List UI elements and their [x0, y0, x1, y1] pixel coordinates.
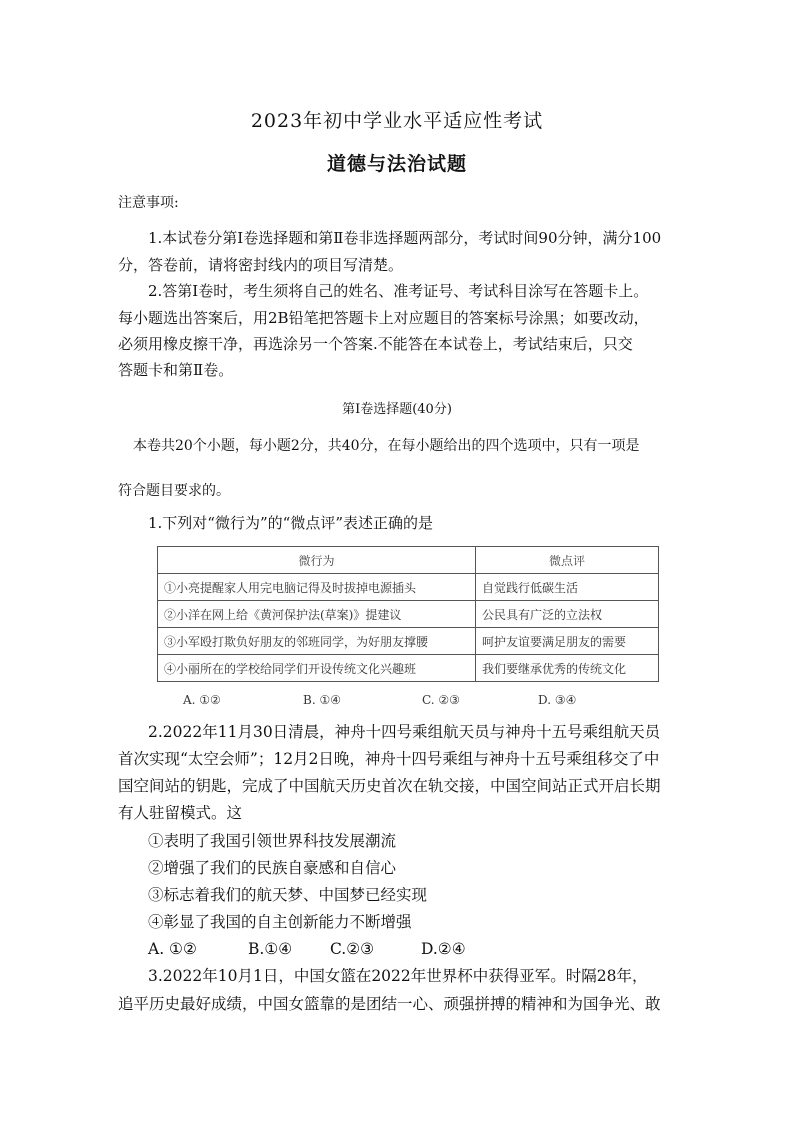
table-cell: ②小洋在网上给《黄河保护法(草案)》提建议: [158, 601, 476, 628]
q1-option-c: C. ②③: [422, 693, 460, 707]
table-row: [158, 574, 659, 601]
q2-option-c: C.②③: [330, 940, 375, 958]
exam-title: 2023年初中学业水平适应性考试: [250, 110, 544, 132]
table-header-row: [158, 547, 659, 574]
notice-item2-line2: 每小题选出答案后，用2B铅笔把答题卡上对应题目的答案标号涂黑；如要改动，: [118, 309, 649, 327]
q2-statement-1: ①表明了我国引领世界科技发展潮流: [148, 832, 397, 850]
table-row: [158, 655, 659, 682]
table-cell: ①小亮提醒家人用完电脑记得及时拔掉电源插头: [158, 574, 476, 601]
q2-line1: 2.2022年11月30日清晨，神舟十四号乘组航天员与神舟十五号乘组航天员: [148, 723, 661, 741]
notice-item1-line1: 1.本试卷分第Ⅰ卷选择题和第Ⅱ卷非选择题两部分，考试时间90分钟，满分100: [148, 229, 662, 247]
table-row: [158, 628, 659, 655]
q2-option-b: B.①④: [248, 940, 293, 958]
notice-item2-line4: 答题卡和第Ⅱ卷。: [118, 361, 234, 379]
q2-statement-3: ③标志着我们的航天梦、中国梦已经实现: [148, 886, 428, 904]
table-cell: 自觉践行低碳生活: [476, 574, 659, 601]
notice-item1-line2: 分，答卷前，请将密封线内的项目写清楚。: [118, 256, 404, 274]
q1-stem: 1.下列对“微行为”的“微点评”表述正确的是: [148, 514, 433, 532]
table-header: 微点评: [476, 547, 659, 574]
notice-item2-line1: 2.答第Ⅰ卷时，考生须将自己的姓名、准考证号、考试科目涂写在答题卡上。: [148, 282, 649, 300]
notice-label: 注意事项:: [118, 195, 179, 211]
q3-line2: 追平历史最好成绩，中国女篮靠的是团结一心、顽强拼搏的精神和为国争光、敢: [118, 995, 661, 1013]
q2-line3: 国空间站的钥匙，完成了中国航天历史首次在轨交接，中国空间站正式开启长期: [118, 777, 661, 795]
q1-option-d: D. ③④: [538, 693, 577, 707]
q2-statement-2: ②增强了我们的民族自豪感和自信心: [148, 859, 397, 877]
q2-option-d: D.②④: [421, 940, 466, 958]
q2-line2: 首次实现“太空会师”；12月2日晚，神舟十四号乘组与神舟十五号乘组移交了中: [118, 750, 660, 768]
table-header: 微行为: [158, 547, 476, 574]
table-cell: 我们要继承优秀的传统文化: [476, 655, 659, 682]
q2-line4: 有人驻留模式。这: [118, 804, 243, 822]
table-cell: ③小军殴打欺负好朋友的邻班同学，为好朋友撑腰: [158, 628, 476, 655]
q1-option-b: B. ①④: [303, 693, 341, 707]
section-desc-line2: 符合题目要求的。: [118, 483, 230, 499]
table-cell: 呵护友谊要满足朋友的需要: [476, 628, 659, 655]
q1-option-a: A. ①②: [183, 693, 221, 707]
table-row: [158, 601, 659, 628]
table-cell: 公民具有广泛的立法权: [476, 601, 659, 628]
exam-subject: 道德与法治试题: [326, 153, 467, 175]
notice-item2-line3: 必须用橡皮擦干净，再选涂另一个答案.不能答在本试卷上，考试结束后，只交: [118, 335, 633, 353]
q2-option-a: A. ①②: [148, 940, 197, 958]
section-desc-line1: 本卷共20个小题，每小题2分，共40分，在每小题给出的四个选项中，只有一项是: [133, 438, 640, 454]
q3-line1: 3.2022年10月1日，中国女篮在2022年世界杯中获得亚军。时隔28年，: [148, 967, 648, 985]
table-cell: ④小丽所在的学校给同学们开设传统文化兴趣班: [158, 655, 476, 682]
section-title: 第Ⅰ卷选择题(40分): [342, 402, 452, 417]
q1-table: [157, 546, 659, 682]
q2-statement-4: ④彰显了我国的自主创新能力不断增强: [148, 913, 412, 931]
